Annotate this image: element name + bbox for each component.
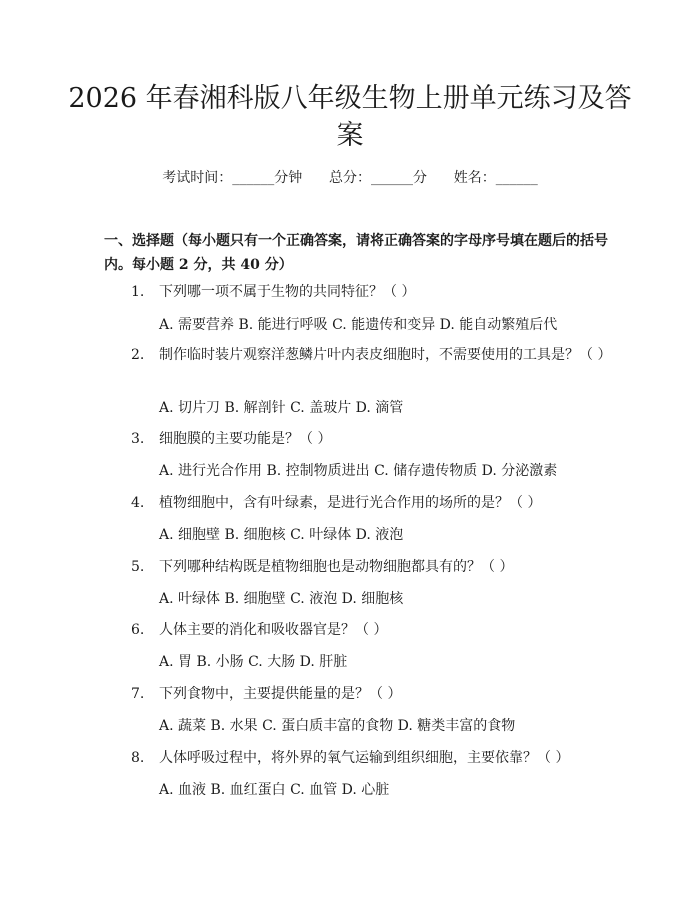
question-3-options: A. 进行光合作用 B. 控制物质进出 C. 储存遗传物质 D. 分泌激素	[159, 463, 558, 479]
question-number: 4.	[131, 495, 145, 511]
question-4-options: A. 细胞壁 B. 细胞核 C. 叶绿体 D. 液泡	[159, 527, 404, 543]
question-text: 下列哪一项不属于生物的共同特征？（ ）	[159, 284, 416, 300]
question-text: 下列哪种结构既是植物细胞也是动物细胞都具有的？（ ）	[159, 559, 514, 575]
question-text: 人体主要的消化和吸收器官是？（ ）	[159, 622, 388, 638]
question-number: 1.	[131, 284, 145, 300]
section-heading-multiple-choice: 一、选择题（每小题只有一个正确答案，请将正确答案的字母序号填在题后的括号内。每小题 2 分，共 40 分）	[104, 233, 608, 273]
question-text: 人体呼吸过程中，将外界的氧气运输到组织细胞，主要依靠？（ ）	[159, 750, 570, 766]
document-title: 2026 年春湘科版八年级生物上册单元练习及答案	[68, 83, 632, 151]
question-number: 6.	[131, 622, 145, 638]
question-2-options: A. 切片刀 B. 解剖针 C. 盖玻片 D. 滴管	[159, 400, 404, 416]
question-text: 制作临时装片观察洋葱鳞片叶内表皮细胞时，不需要使用的工具是？（ ）	[159, 347, 612, 363]
question-number: 7.	[131, 686, 145, 702]
question-2	[112, 343, 612, 367]
question-5-options: A. 叶绿体 B. 细胞壁 C. 液泡 D. 细胞核	[159, 591, 404, 607]
question-number: 2.	[131, 347, 145, 363]
question-number: 5.	[131, 559, 145, 575]
question-7-options: A. 蔬菜 B. 水果 C. 蛋白质丰富的食物 D. 糖类丰富的食物	[159, 718, 516, 734]
question-text: 细胞膜的主要功能是？（ ）	[159, 431, 332, 447]
question-text: 下列食物中，主要提供能量的是？（ ）	[159, 686, 402, 702]
question-number: 8.	[131, 750, 145, 766]
question-1-options: A. 需要营养 B. 能进行呼吸 C. 能遗传和变异 D. 能自动繁殖后代	[159, 317, 558, 333]
question-6-options: A. 胃 B. 小肠 C. 大肠 D. 肝脏	[159, 654, 348, 670]
question-text: 植物细胞中，含有叶绿素，是进行光合作用的场所的是？（ ）	[159, 495, 542, 511]
exam-info-line: 考试时间：______分钟 总分：______分 姓名：______	[162, 170, 538, 186]
question-8-options: A. 血液 B. 血红蛋白 C. 血管 D. 心脏	[159, 782, 390, 798]
question-number: 3.	[131, 431, 145, 447]
